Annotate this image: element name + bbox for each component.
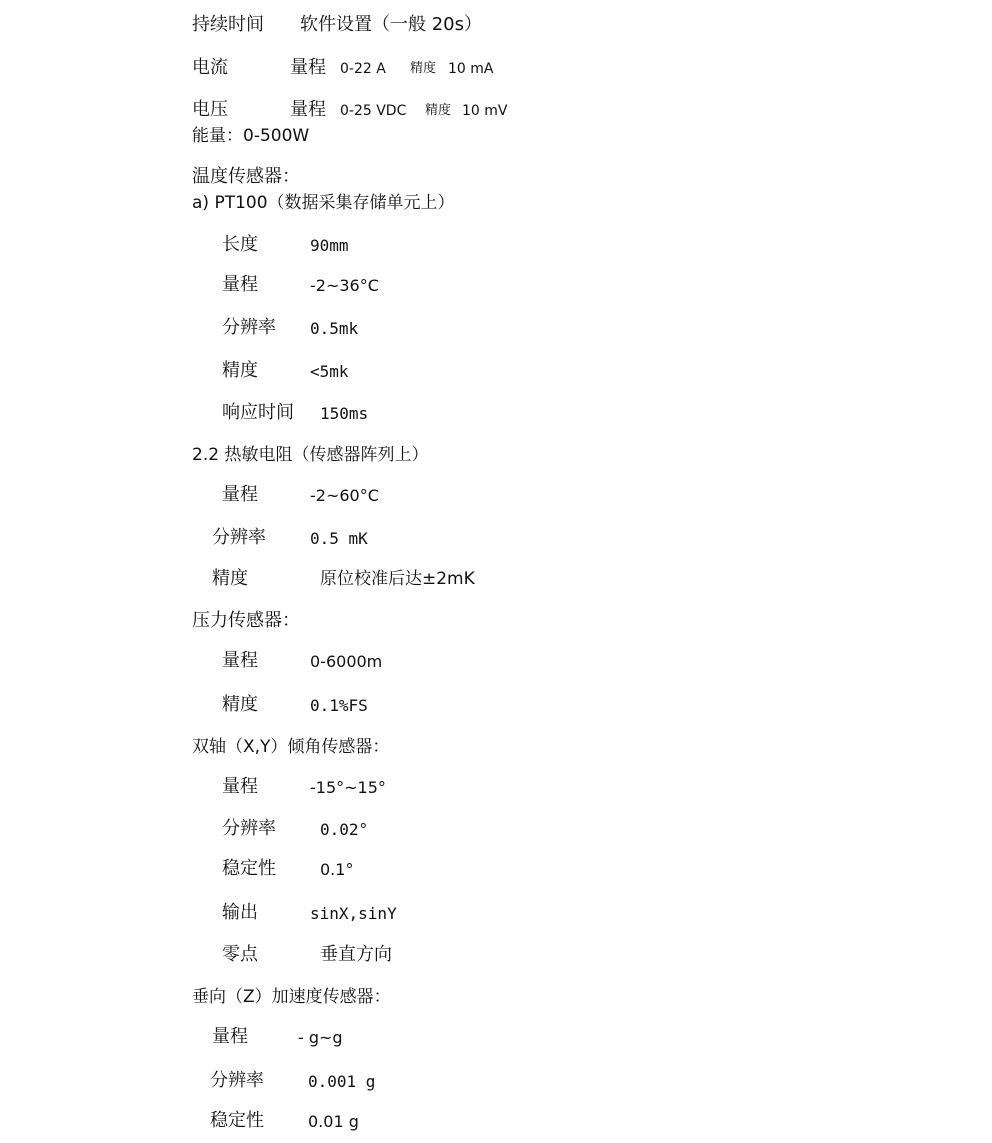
tilt-range-value: -15°~15° <box>310 778 386 797</box>
pt100-range-label: 量程 <box>222 274 258 295</box>
tilt-stability-label: 稳定性 <box>222 858 276 879</box>
pressure-precision-value: 0.1%FS <box>310 696 368 715</box>
pt100-range-value: -2~36°C <box>310 276 379 295</box>
accel-stability-value: 0.01 g <box>308 1112 359 1131</box>
pressure-heading: 压力传感器： <box>192 610 300 631</box>
pt100-resolution-value: 0.5mk <box>310 319 359 338</box>
thermistor-precision-label: 精度 <box>212 568 248 589</box>
duration-value: 软件设置（一般 20s） <box>300 14 483 35</box>
energy-line: 能量：0-500W <box>192 126 310 146</box>
pt100-response-label: 响应时间 <box>222 402 294 423</box>
accel-range-value: - g~g <box>298 1028 343 1047</box>
voltage-precision-value: 10 mV <box>462 103 508 119</box>
tilt-range-label: 量程 <box>222 776 258 797</box>
pt100-precision-value: <5mk <box>310 362 349 381</box>
pt100-heading: a) PT100（数据采集存储单元上） <box>192 193 455 213</box>
thermistor-heading: 2.2 热敏电阻（传感器阵列上） <box>192 445 429 465</box>
voltage-range-label: 量程 <box>290 99 326 120</box>
tilt-resolution-label: 分辨率 <box>222 818 276 839</box>
thermistor-range-label: 量程 <box>222 484 258 505</box>
pressure-range-label: 量程 <box>222 650 258 671</box>
accel-stability-label: 稳定性 <box>210 1110 264 1131</box>
tilt-zero-value: 垂直方向 <box>320 944 392 965</box>
tilt-output-label: 输出 <box>222 902 258 923</box>
pt100-precision-label: 精度 <box>222 360 258 381</box>
tilt-heading: 双轴（X,Y）倾角传感器： <box>192 737 390 757</box>
voltage-range-value: 0-25 VDC <box>340 103 407 119</box>
tilt-output-value: sinX,sinY <box>310 904 397 923</box>
accel-heading: 垂向（Z）加速度传感器： <box>192 987 391 1007</box>
pt100-length-label: 长度 <box>222 234 258 255</box>
pt100-length-value: 90mm <box>310 236 349 255</box>
thermistor-precision-value: 原位校准后达±2mK <box>320 569 475 589</box>
accel-resolution-label: 分辨率 <box>210 1070 264 1091</box>
tilt-stability-value: 0.1° <box>320 860 354 879</box>
temperature-heading: 温度传感器： <box>192 166 300 187</box>
tilt-resolution-value: 0.02° <box>320 820 369 839</box>
duration-label: 持续时间 <box>192 14 264 35</box>
accel-range-label: 量程 <box>212 1026 248 1047</box>
tilt-zero-label: 零点 <box>222 944 258 965</box>
pt100-response-value: 150ms <box>320 404 369 423</box>
pressure-precision-label: 精度 <box>222 694 258 715</box>
thermistor-resolution-value: 0.5 mK <box>310 529 368 548</box>
current-precision-label: 精度 <box>410 61 437 76</box>
accel-resolution-value: 0.001 g <box>308 1072 376 1091</box>
thermistor-resolution-label: 分辨率 <box>212 527 266 548</box>
voltage-precision-label: 精度 <box>425 103 452 118</box>
current-range-value: 0-22 A <box>340 61 386 77</box>
voltage-label: 电压 <box>192 99 228 120</box>
current-label: 电流 <box>192 57 228 78</box>
pt100-resolution-label: 分辨率 <box>222 317 276 338</box>
thermistor-range-value: -2~60°C <box>310 486 379 505</box>
current-range-label: 量程 <box>290 57 326 78</box>
current-precision-value: 10 mA <box>448 61 494 77</box>
pressure-range-value: 0-6000m <box>310 652 383 671</box>
